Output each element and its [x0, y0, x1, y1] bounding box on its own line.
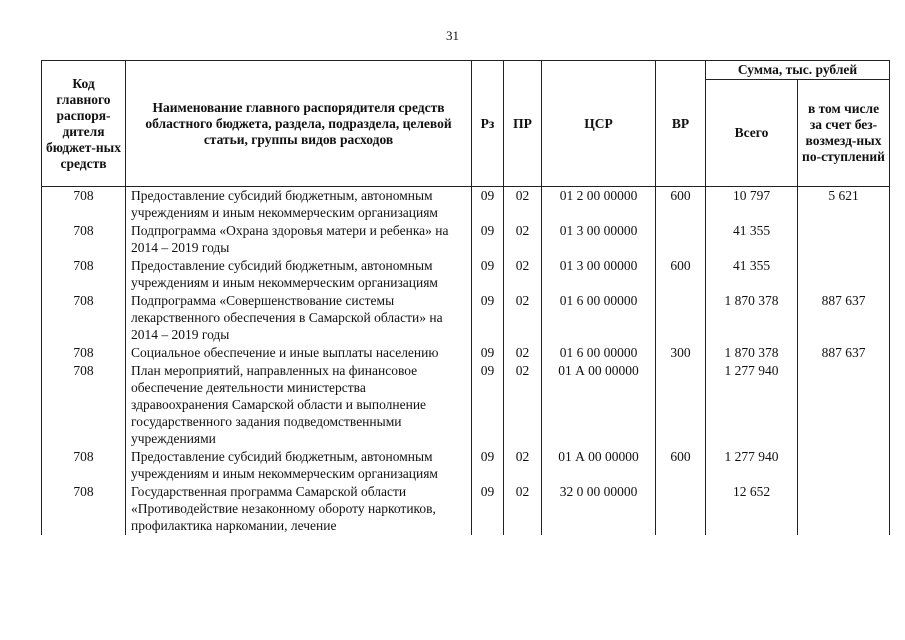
- cell-vr: 600: [656, 448, 706, 483]
- table-row: [42, 483, 890, 535]
- cell-rz: 09: [472, 187, 504, 223]
- cell-code: 708: [42, 292, 126, 344]
- cell-code: 708: [42, 483, 126, 535]
- cell-gratuitous: [798, 448, 890, 483]
- cell-vr: 600: [656, 257, 706, 292]
- cell-name: Подпрограмма «Совершенствование системы лекарственного обеспечения в Самарской области» на 2014 – 2019 годы: [126, 292, 472, 344]
- cell-name: Предоставление субсидий бюджетным, автономным учреждениям и иным некоммерческим организациям: [126, 187, 472, 223]
- cell-total: 1 277 940: [706, 448, 798, 483]
- cell-rz: 09: [472, 257, 504, 292]
- cell-csr: 01 2 00 00000: [542, 187, 656, 223]
- table-row: [42, 362, 890, 448]
- cell-csr: 01 3 00 00000: [542, 222, 656, 257]
- cell-vr: [656, 222, 706, 257]
- cell-gratuitous: [798, 257, 890, 292]
- cell-total: 12 652: [706, 483, 798, 535]
- header-rz: Рз: [472, 61, 504, 187]
- header-csr: ЦСР: [542, 61, 656, 187]
- cell-name: Подпрограмма «Охрана здоровья матери и ребенка» на 2014 – 2019 годы: [126, 222, 472, 257]
- cell-code: 708: [42, 187, 126, 223]
- cell-total: 10 797: [706, 187, 798, 223]
- cell-rz: 09: [472, 448, 504, 483]
- table-row: [42, 448, 890, 483]
- table-row: [42, 222, 890, 257]
- cell-csr: 01 6 00 00000: [542, 344, 656, 362]
- cell-pr: 02: [504, 292, 542, 344]
- header-total: Всего: [706, 80, 798, 187]
- cell-gratuitous: [798, 362, 890, 448]
- cell-csr: 01 А 00 00000: [542, 448, 656, 483]
- cell-total: 1 277 940: [706, 362, 798, 448]
- cell-code: 708: [42, 222, 126, 257]
- cell-gratuitous: [798, 483, 890, 535]
- cell-pr: 02: [504, 362, 542, 448]
- cell-code: 708: [42, 344, 126, 362]
- cell-name: Предоставление субсидий бюджетным, автономным учреждениям и иным некоммерческим организациям: [126, 448, 472, 483]
- cell-csr: 01 6 00 00000: [542, 292, 656, 344]
- cell-csr: 01 А 00 00000: [542, 362, 656, 448]
- header-gratuitous: в том числе за счет без-возмезд-ных по-ступлений: [798, 80, 890, 187]
- cell-gratuitous: 887 637: [798, 292, 890, 344]
- budget-table: [41, 60, 890, 535]
- table-row: [42, 292, 890, 344]
- cell-name: План мероприятий, направленных на финансовое обеспечение деятельности министерства здравоохранения Самарской области и выполнение государственного задания подведомственными учреждениями: [126, 362, 472, 448]
- table-body: [42, 187, 890, 536]
- cell-vr: [656, 292, 706, 344]
- cell-vr: [656, 483, 706, 535]
- table-row: [42, 257, 890, 292]
- cell-pr: 02: [504, 257, 542, 292]
- cell-code: 708: [42, 448, 126, 483]
- cell-pr: 02: [504, 483, 542, 535]
- cell-pr: 02: [504, 222, 542, 257]
- cell-total: 1 870 378: [706, 344, 798, 362]
- cell-rz: 09: [472, 292, 504, 344]
- cell-pr: 02: [504, 187, 542, 223]
- cell-code: 708: [42, 362, 126, 448]
- cell-rz: 09: [472, 362, 504, 448]
- cell-name: Социальное обеспечение и иные выплаты населению: [126, 344, 472, 362]
- cell-total: 41 355: [706, 222, 798, 257]
- table-row: [42, 187, 890, 223]
- cell-name: Государственная программа Самарской области «Противодействие незаконному обороту наркотиков, профилактика наркомании, лечение: [126, 483, 472, 535]
- table-row: [42, 344, 890, 362]
- cell-total: 1 870 378: [706, 292, 798, 344]
- cell-rz: 09: [472, 344, 504, 362]
- header-code: Код главного распоря-дителя бюджет-ных средств: [42, 61, 126, 187]
- cell-name: Предоставление субсидий бюджетным, автономным учреждениям и иным некоммерческим организациям: [126, 257, 472, 292]
- cell-gratuitous: 887 637: [798, 344, 890, 362]
- cell-vr: 300: [656, 344, 706, 362]
- cell-gratuitous: [798, 222, 890, 257]
- header-pr: ПР: [504, 61, 542, 187]
- cell-code: 708: [42, 257, 126, 292]
- cell-pr: 02: [504, 344, 542, 362]
- cell-pr: 02: [504, 448, 542, 483]
- cell-gratuitous: 5 621: [798, 187, 890, 223]
- cell-rz: 09: [472, 222, 504, 257]
- header-vr: ВР: [656, 61, 706, 187]
- cell-total: 41 355: [706, 257, 798, 292]
- cell-rz: 09: [472, 483, 504, 535]
- cell-vr: 600: [656, 187, 706, 223]
- header-name: Наименование главного распорядителя средств областного бюджета, раздела, подраздела, целевой статьи, группы видов расходов: [126, 61, 472, 187]
- cell-vr: [656, 362, 706, 448]
- page-number: 31: [446, 28, 459, 43]
- header-sum-group: Сумма, тыс. рублей: [706, 61, 890, 80]
- cell-csr: 32 0 00 00000: [542, 483, 656, 535]
- cell-csr: 01 3 00 00000: [542, 257, 656, 292]
